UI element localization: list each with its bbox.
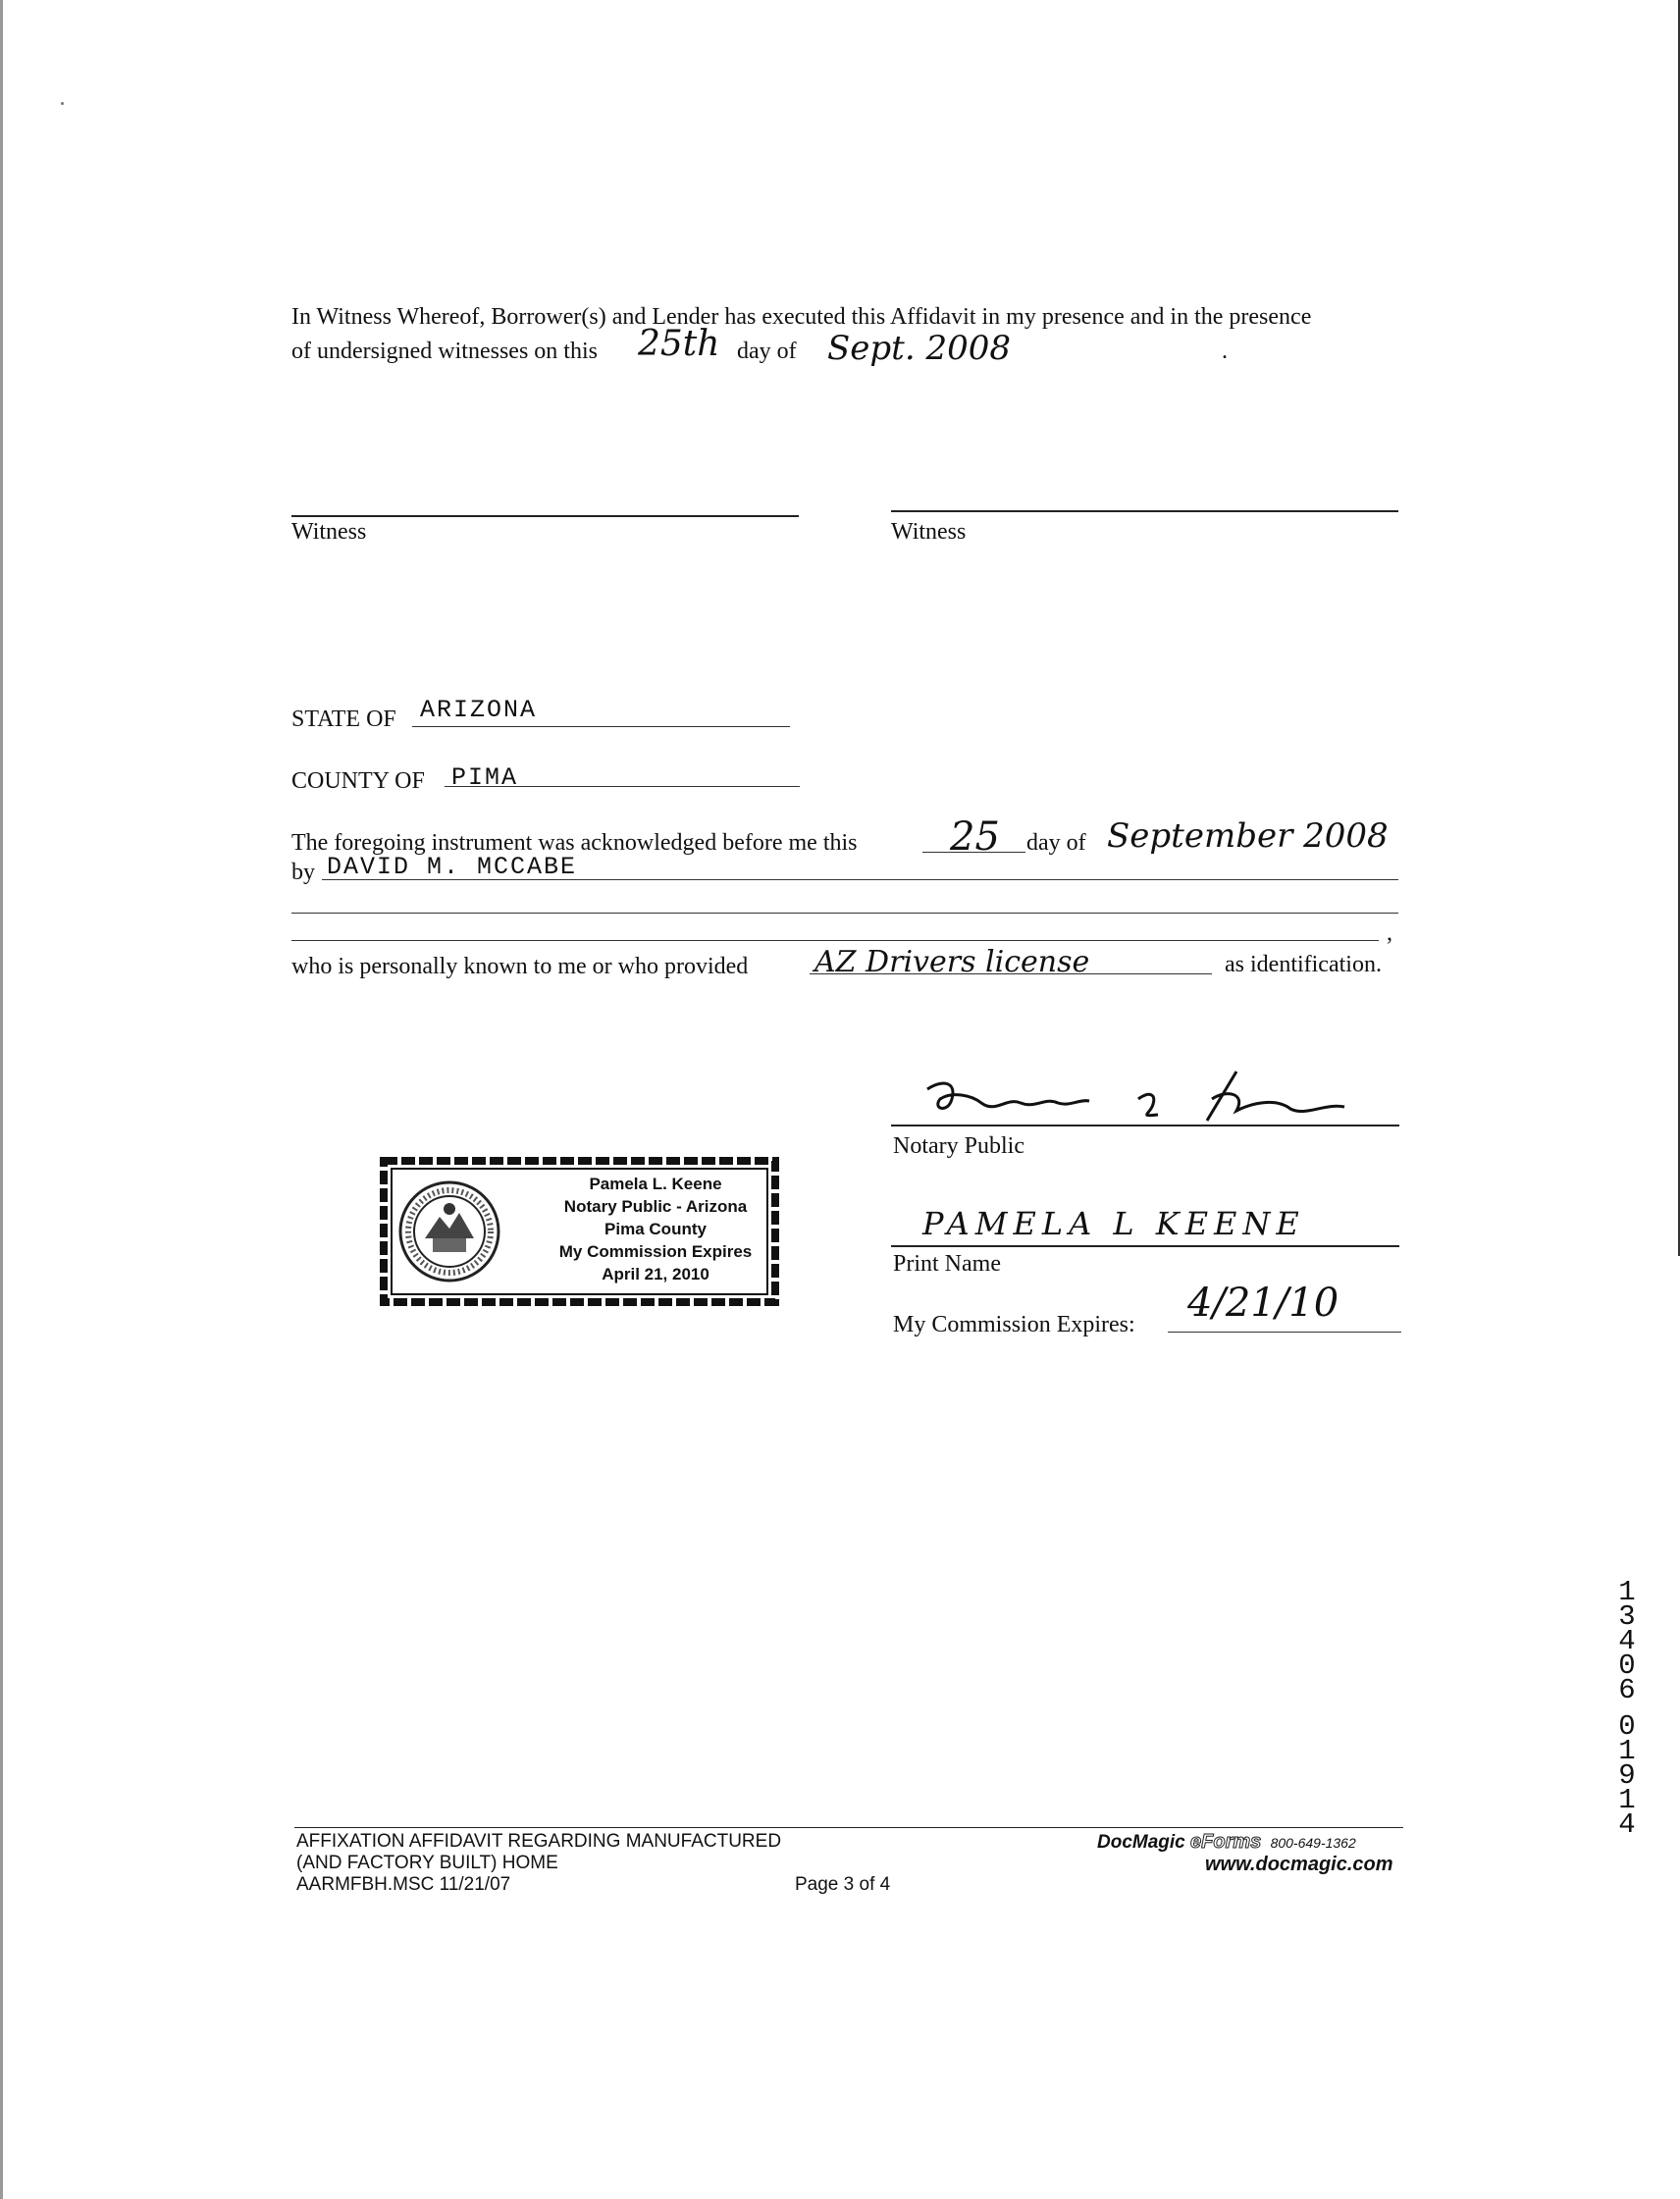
witness-day-of-label: day of	[737, 339, 797, 364]
stamp-title: Notary Public - Arizona	[563, 1197, 748, 1216]
scan-speck	[61, 102, 64, 105]
ack-comma: ,	[1387, 920, 1392, 946]
footer-brand-block	[1097, 1831, 1356, 1854]
witness-right-label: Witness	[891, 519, 967, 545]
ack-by-line	[322, 879, 1398, 880]
ack-day-of-label: day of	[1026, 830, 1086, 856]
side-document-number: 1 3 4 0 6 0 1 9 1 4	[1618, 1576, 1636, 1841]
witness-clause-line1: In Witness Whereof, Borrower(s) and Lender has executed this Affidavit in my presence and in the presence	[291, 304, 1312, 330]
print-name-label: Print Name	[893, 1251, 1001, 1277]
state-value: ARIZONA	[420, 696, 538, 724]
stamp-commission-label: My Commission Expires	[558, 1242, 753, 1261]
witness-right-line	[891, 510, 1398, 512]
footer-form-title-2: (AND FACTORY BUILT) HOME	[296, 1853, 558, 1873]
witness-left-label: Witness	[291, 519, 367, 545]
commission-line	[1168, 1332, 1401, 1333]
witness-month-year-handwritten: Sept. 2008	[827, 329, 1011, 368]
footer-form-title-1: AFFIXATION AFFIDAVIT REGARDING MANUFACTURED	[296, 1831, 782, 1852]
county-label: COUNTY OF	[291, 768, 425, 794]
ack-id-suffix: as identification.	[1225, 952, 1382, 977]
footer-website: www.docmagic.com	[1205, 1854, 1393, 1875]
scan-edge-left	[0, 0, 3, 2199]
footer-form-code: AARMFBH.MSC 11/21/07	[296, 1874, 511, 1895]
notary-stamp	[376, 1153, 783, 1310]
ack-blank-line-2	[291, 940, 1379, 941]
docmagic-brand: DocMagic	[1097, 1832, 1185, 1853]
print-name-line	[891, 1245, 1399, 1247]
stamp-county: Pima County	[604, 1220, 707, 1238]
ack-day-handwritten: 25	[950, 814, 1000, 860]
eforms-logo: eForms	[1190, 1831, 1262, 1853]
witness-clause-line2: of undersigned witnesses on this	[291, 339, 598, 364]
ack-day-line	[922, 852, 1025, 853]
footer-page-number: Page 3 of 4	[795, 1874, 891, 1895]
stamp-name: Pamela L. Keene	[589, 1175, 722, 1193]
stamp-commission-date: April 21, 2010	[602, 1265, 709, 1283]
county-value: PIMA	[451, 763, 519, 792]
print-name-handwritten: PAMELA L KEENE	[922, 1205, 1305, 1242]
commission-label: My Commission Expires:	[893, 1312, 1135, 1337]
state-line	[412, 726, 790, 727]
witness-clause-period: .	[1222, 339, 1228, 364]
witness-day-handwritten: 25th	[638, 324, 720, 364]
ack-month-year-handwritten: September 2008	[1107, 816, 1389, 856]
ack-by-value: DAVID M. MCCABE	[327, 853, 578, 881]
footer-rule	[294, 1827, 1403, 1828]
ack-id-handwritten: AZ Drivers license	[814, 945, 1090, 979]
ack-id-prefix: who is personally known to me or who provided	[291, 954, 749, 979]
arizona-seal-icon	[395, 1178, 503, 1285]
notary-signature-line	[891, 1125, 1399, 1126]
notary-signature	[913, 1060, 1374, 1138]
ack-prefix: The foregoing instrument was acknowledged before me this	[291, 830, 858, 856]
witness-left-line	[291, 515, 799, 517]
state-label: STATE OF	[291, 707, 396, 732]
county-line	[445, 786, 800, 787]
ack-blank-line-1	[291, 913, 1398, 914]
ack-id-line	[810, 973, 1212, 974]
notary-public-label: Notary Public	[893, 1133, 1024, 1159]
commission-handwritten: 4/21/10	[1187, 1281, 1339, 1326]
footer-phone: 800-649-1362	[1270, 1835, 1356, 1851]
ack-by-label: by	[291, 860, 315, 885]
